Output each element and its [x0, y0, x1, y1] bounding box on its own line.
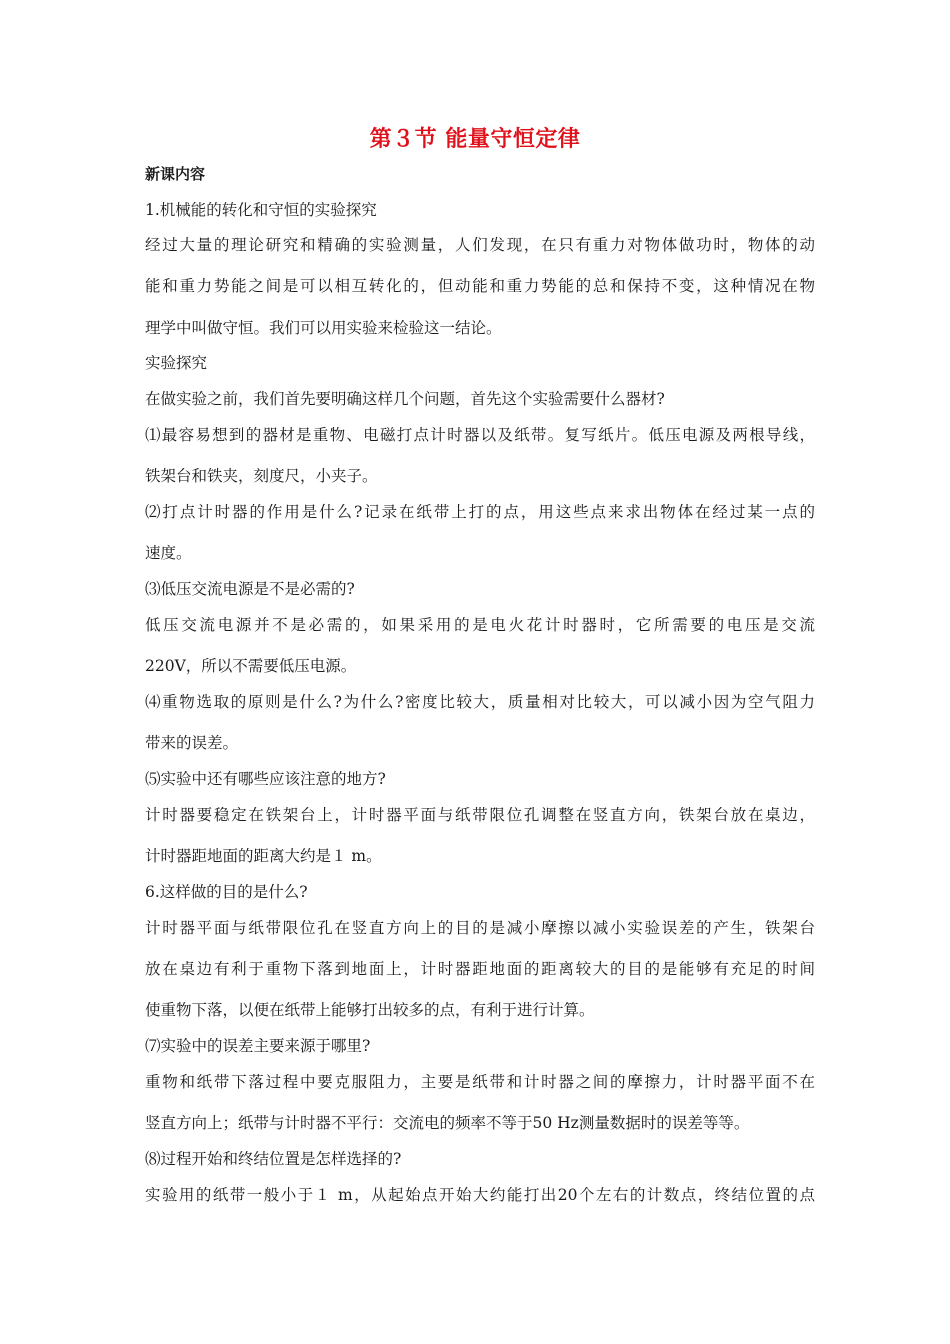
paragraph-line: 计时器距地面的距离大约是１ m。: [145, 847, 382, 865]
paragraph-line: 计时器要稳定在铁架台上，计时器平面与纸带限位孔调整在竖直方向，铁架台放在桌边，: [145, 806, 815, 824]
paragraph-line: 放在桌边有利于重物下落到地面上，计时器距地面的距离较大的目的是能够有充足的时间: [145, 960, 815, 978]
question-line: ⑶低压交流电源是不是必需的?: [145, 580, 355, 598]
paragraph-line: 在做实验之前，我们首先要明确这样几个问题，首先这个实验需要什么器材?: [145, 390, 665, 408]
question-line: ⑷重物选取的原则是什么?为什么?密度比较大，质量相对比较大，可以减小因为空气阻力: [145, 693, 815, 711]
question-line: ⑺实验中的误差主要来源于哪里?: [145, 1037, 371, 1055]
question-line: ⑵打点计时器的作用是什么?记录在纸带上打的点，用这些点来求出物体在经过某一点的: [145, 503, 815, 521]
section-heading: 新课内容: [145, 165, 206, 183]
question-line: ⑸实验中还有哪些应该注意的地方?: [145, 770, 386, 788]
paragraph-line: 理学中叫做守恒。我们可以用实验来检验这一结论。: [145, 319, 502, 337]
paragraph-line: 实验用的纸带一般小于１ m，从起始点开始大约能打出20个左右的计数点，终结位置的点: [145, 1186, 815, 1204]
paragraph-line: 重物和纸带下落过程中要克服阻力，主要是纸带和计时器之间的摩擦力，计时器平面不在: [145, 1073, 815, 1091]
page-title: 第３节 能量守恒定律: [369, 127, 581, 152]
paragraph-line: 低压交流电源并不是必需的，如果采用的是电火花计时器时，它所需要的电压是交流: [145, 616, 815, 634]
subsection-heading: 1.机械能的转化和守恒的实验探究: [145, 201, 377, 219]
paragraph-line: 铁架台和铁夹，刻度尺，小夹子。: [145, 467, 378, 485]
subsection-heading: 实验探究: [145, 354, 208, 372]
paragraph-line: 计时器平面与纸带限位孔在竖直方向上的目的是减小摩擦以减小实验误差的产生，铁架台: [145, 919, 815, 937]
question-line: ⑻过程开始和终结位置是怎样选择的?: [145, 1150, 402, 1168]
question-line: ⑴最容易想到的器材是重物、电磁打点计时器以及纸带。复写纸片。低压电源及两根导线，: [145, 426, 815, 444]
paragraph-line: 能和重力势能之间是可以相互转化的，但动能和重力势能的总和保持不变，这种情况在物: [145, 277, 815, 295]
question-line: 6.这样做的目的是什么?: [145, 883, 308, 901]
paragraph-line: 使重物下落，以便在纸带上能够打出较多的点，有利于进行计算。: [145, 1001, 595, 1019]
paragraph-line: 竖直方向上；纸带与计时器不平行：交流电的频率不等于50 Hz测量数据时的误差等等。: [145, 1114, 750, 1132]
paragraph-line: 带来的误差。: [145, 734, 239, 752]
paragraph-line: 220V，所以不需要低压电源。: [145, 657, 357, 675]
paragraph-line: 速度。: [145, 544, 192, 562]
paragraph-line: 经过大量的理论研究和精确的实验测量，人们发现，在只有重力对物体做功时，物体的动: [145, 236, 815, 254]
